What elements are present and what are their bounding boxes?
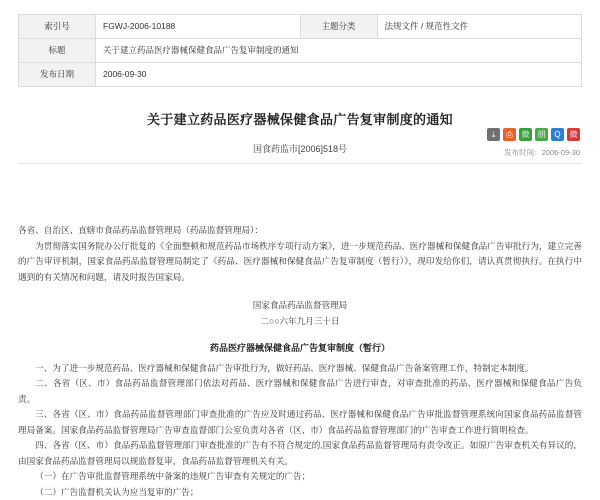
- wechat-moments-icon[interactable]: 朋: [535, 128, 548, 141]
- list-item: （二）广告监督机关认为应当复审的广告；: [18, 485, 582, 500]
- page-title: 关于建立药品医疗器械保健食品广告复审制度的通知: [18, 109, 582, 128]
- table-row: [19, 39, 582, 63]
- list-item: 四、各省（区、市）食品药品监督管理部门审查批准的广告有不符合规定的,国家食品药品监督管理局有责令改正。如原广告审查机关有异议的，由国家食品药品监督管理局以规监督复审，食品药品监督管理机关有关。: [18, 438, 582, 469]
- recipient-line: 各省、自治区、直辖市食品药品监督管理局（药品监督管理局）：: [18, 223, 582, 239]
- index-number-value: FGWJ-2006-10188: [96, 15, 301, 39]
- document-number: 国食药监市[2006]518号: [18, 142, 582, 155]
- list-item: 三、各省（区、市）食品药品监督管理部门审查批准的广告应及时通过药品、医疗器械和保健食品广告审批监督管理系统向国家食品药品监督管理局备案。国家食品药品监督管理局广告审查监督部门公室负责对各省（区、市）食品药品监督管理部门的广告审查工作进行简明检查。: [18, 407, 582, 438]
- divider: [18, 163, 582, 164]
- doc-title-value: 关于建立药品医疗器械保健食品广告复审制度的通知: [96, 39, 582, 63]
- subject-category-value: 法规文件 / 规范性文件: [377, 15, 582, 39]
- section-subtitle: 药品医疗器械保健食品广告复审制度（暂行）: [18, 341, 582, 357]
- table-row: [19, 63, 582, 87]
- metadata-table: [18, 14, 582, 87]
- paragraph-1: 为贯彻落实国务院办公厅批复的《全面整顿和规范药品市场秩序专项行动方案》，进一步规范药品、医疗器械和保健食品广告审批行为，建立完善的广告审评机制，国家食品药品监督管理局制定了《药品、医疗器械和保健食品广告复审制度（暂行）》，现印发给你们，请认真贯彻执行。在执行中遇到的有关情况和问题，请及时报告国家局。: [18, 239, 582, 286]
- signature-block: [18, 297, 582, 329]
- download-icon[interactable]: ⤓: [487, 128, 500, 141]
- subject-category-label: 主题分类: [300, 15, 377, 39]
- publish-date-value: 2006-09-30: [96, 63, 582, 87]
- qq-share-icon[interactable]: Q: [551, 128, 564, 141]
- document-body: [18, 223, 582, 500]
- signature-date: 二○○六年九月三十日: [18, 313, 582, 329]
- publish-time-text: 发布时间：2006-09-30: [504, 147, 580, 158]
- wechat-share-icon[interactable]: 微: [519, 128, 532, 141]
- share-toolbar[interactable]: [487, 128, 580, 141]
- list-item: 一、为了进一步规范药品、医疗器械和保健食品广告审批行为，做好药品、医疗器械、保健食品广告备案管理工作，特制定本制度。: [18, 361, 582, 377]
- weibo-share-icon[interactable]: 微: [567, 128, 580, 141]
- list-item: （一）在广告审批监督管理系统中备案的违规广告审查有关规定的广告；: [18, 469, 582, 485]
- list-item: 二、各省（区、市）食品药品监督管理部门依法对药品、医疗器械和保健食品广告进行审查，对审查批准的药品、医疗器械和保健食品广告负责。: [18, 376, 582, 407]
- signature-org: 国家食品药品监督管理局: [18, 297, 582, 313]
- index-number-label: 索引号: [19, 15, 96, 39]
- doc-title-label: 标题: [19, 39, 96, 63]
- publish-date-label: 发布日期: [19, 63, 96, 87]
- print-icon[interactable]: ⎙: [503, 128, 516, 141]
- table-row: [19, 15, 582, 39]
